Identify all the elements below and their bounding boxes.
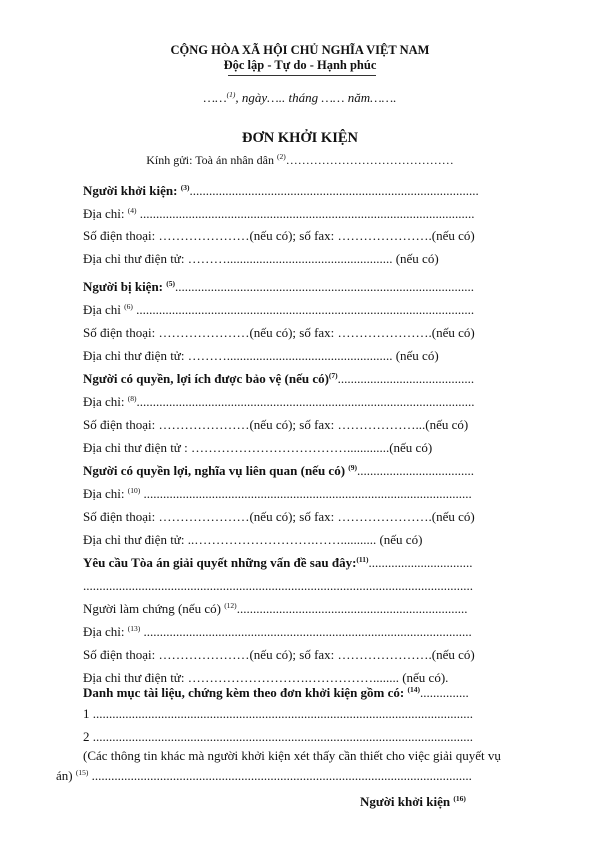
form-line-fill: ....................................................................... <box>236 601 468 616</box>
footnote-marker: (4) <box>127 206 137 215</box>
motto: Độc lập - Tự do - Hạnh phúc <box>223 58 377 72</box>
form-line-23 <box>83 685 469 701</box>
form-line-label: Địa chỉ: <box>83 206 128 221</box>
document-title: ĐƠN KHỞI KIỆN <box>241 130 358 146</box>
form-line-label: 1 ..................................................................................................................... <box>83 706 473 721</box>
form-line-label: Địa chỉ <box>83 302 125 317</box>
form-line-fill: ............................................................................................ <box>175 279 475 294</box>
footnote-marker: (3) <box>180 183 190 192</box>
form-line-label: Người khởi kiện: <box>83 183 181 198</box>
form-line-4 <box>83 251 439 267</box>
form-line-fill: .................................... <box>357 463 475 478</box>
form-line-1 <box>83 183 479 199</box>
form-line-label: Người có quyền, lợi ích được bảo vệ (nếu có) <box>83 371 329 386</box>
form-line-label: Số điện thoại: …………………(nếu có); số fax: ………………….(nếu có) <box>83 509 475 524</box>
form-line-label: Yêu cầu Tòa án giải quyết những vấn đề sau đây: <box>83 555 357 570</box>
form-line-label: Số điện thoại: …………………(nếu có); số fax: ………………….(nếu có) <box>83 647 475 662</box>
form-line-15 <box>83 509 475 525</box>
form-line-13 <box>83 463 474 479</box>
form-line-18 <box>83 578 473 594</box>
form-line-9 <box>83 371 474 387</box>
form-line-label: Danh mục tài liệu, chứng kèm theo đơn khởi kiện gồm có: <box>83 685 408 700</box>
other-info-line-2: án) $^{(15)}$ ..................................................................................................................... <box>56 768 472 783</box>
form-line-label: Số điện thoại: …………………(nếu có); số fax: ………………….(nếu có) <box>83 325 475 340</box>
form-line-22 <box>83 670 448 686</box>
form-line-label: Địa chỉ: <box>83 624 128 639</box>
national-title: CỘNG HÒA XÃ HỘI CHỦ NGHĨA VIỆT NAM <box>170 43 430 57</box>
footnote-marker: (13) <box>127 624 141 633</box>
form-line-label: Địa chỉ thư điện tử : ……………………………….............(nếu có) <box>83 440 433 455</box>
form-line-16 <box>83 532 422 548</box>
footnote-marker: (7) <box>328 371 338 380</box>
date-line: ……$^{(1)}$, ngày….. tháng …… năm……. <box>203 90 397 105</box>
form-line-14 <box>83 486 472 502</box>
form-line-20 <box>83 624 472 640</box>
form-line-12 <box>83 440 432 456</box>
form-line-8 <box>83 348 439 364</box>
form-line-label: ........................................................................................................................ <box>83 578 473 593</box>
form-line-11 <box>83 417 468 433</box>
form-line-label: Địa chỉ: <box>83 394 128 409</box>
form-line-10 <box>83 394 475 410</box>
form-line-fill: ................................ <box>368 555 473 570</box>
form-line-6 <box>83 302 474 318</box>
footnote-marker: (5) <box>166 279 176 288</box>
form-line-label: Địa chỉ thư điện tử: ………................................................... (nếu có) <box>83 348 439 363</box>
form-line-fill: ............... <box>419 685 469 700</box>
form-line-label: Địa chỉ thư điện tử: ..……………………….……........... (nếu có) <box>83 532 423 547</box>
form-line-25 <box>83 729 473 745</box>
recipient-line: Kính gửi: Toà án nhân dân $^{(2)}$…………………………………… <box>146 152 454 167</box>
form-line-fill: ....................................................................................................... <box>136 206 475 221</box>
form-line-label: Địa chỉ thư điện tử: ………................................................... (nếu có) <box>83 251 439 266</box>
footnote-marker: (14) <box>407 685 420 694</box>
form-line-label: Địa chỉ: <box>83 486 128 501</box>
form-line-24 <box>83 706 473 722</box>
form-line-fill: ..................................................................................................... <box>140 624 472 639</box>
form-line-label: 2 ..................................................................................................................... <box>83 729 473 744</box>
form-line-fill: ........................................................................................................ <box>132 302 475 317</box>
form-line-5 <box>83 279 474 295</box>
motto-underline <box>228 75 376 76</box>
form-line-fill: ......................................................................................... <box>189 183 479 198</box>
form-line-label: Địa chỉ thư điện tử: ……………………….……………........ (nếu có). <box>83 670 449 685</box>
signature-label: Người khởi kiện $^{(16)}$ <box>360 794 466 809</box>
form-line-17 <box>83 555 473 571</box>
form-line-fill: .......................................... <box>337 371 475 386</box>
form-line-label: Người làm chứng (nếu có) <box>83 601 225 616</box>
form-line-fill: ........................................................................................................ <box>136 394 475 409</box>
form-line-label: Người bị kiện: <box>83 279 167 294</box>
form-line-19 <box>83 601 467 617</box>
footnote-marker: (12) <box>224 601 237 610</box>
footnote-marker: (6) <box>124 302 133 311</box>
form-line-2 <box>83 206 475 222</box>
form-line-3 <box>83 228 475 244</box>
form-line-21 <box>83 647 475 663</box>
footnote-marker: (10) <box>127 486 141 495</box>
form-line-label: Người có quyền lợi, nghĩa vụ liên quan (nếu có) <box>83 463 349 478</box>
form-line-7 <box>83 325 475 341</box>
form-line-label: Số điện thoại: …………………(nếu có); số fax: ………………….(nếu có) <box>83 228 475 243</box>
footnote-marker: (9) <box>348 463 358 472</box>
form-line-label: Số điện thoại: …………………(nếu có); số fax: ………………...(nếu có) <box>83 417 469 432</box>
form-line-fill: ..................................................................................................... <box>140 486 472 501</box>
other-info-line-1: (Các thông tin khác mà người khởi kiện xét thấy cần thiết cho việc giải quyết vụ <box>83 748 501 763</box>
footnote-marker: (8) <box>127 394 137 403</box>
footnote-marker: (11) <box>356 555 369 564</box>
